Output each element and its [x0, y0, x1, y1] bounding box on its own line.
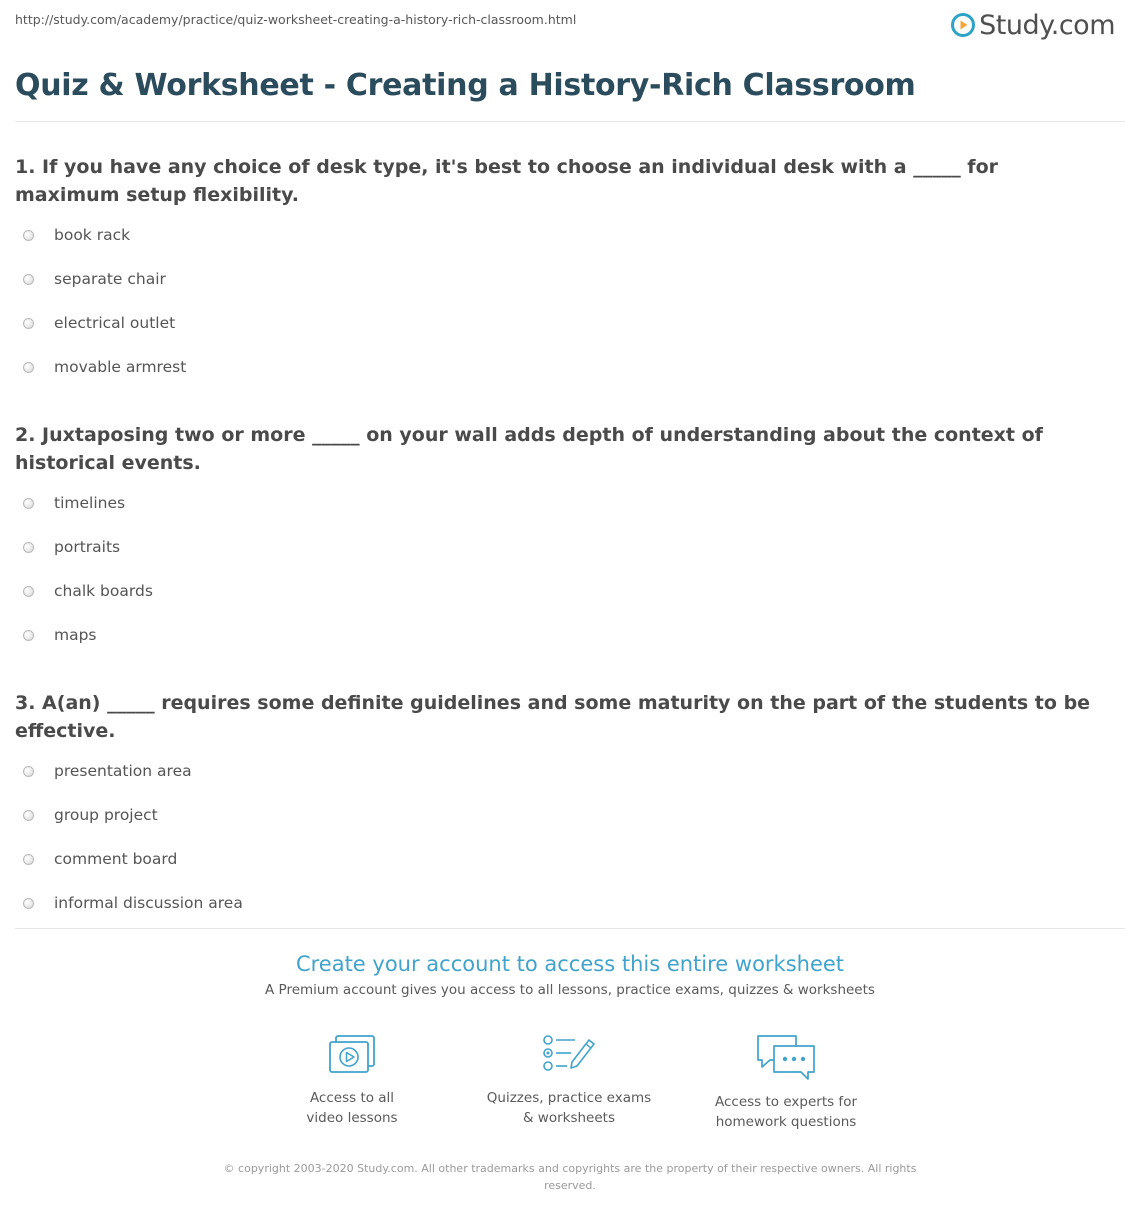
feature-video-lessons — [252, 1032, 452, 1128]
radio-button[interactable] — [23, 318, 34, 329]
feature-label: Access to experts for homework questions — [714, 1094, 857, 1130]
answer-option[interactable] — [15, 345, 1105, 389]
option-label: separate chair — [54, 270, 166, 288]
option-label: group project — [54, 806, 158, 824]
radio-button[interactable] — [23, 898, 34, 909]
radio-button[interactable] — [23, 542, 34, 553]
feature-label: Access to all video lessons — [306, 1090, 398, 1126]
radio-button[interactable] — [23, 274, 34, 285]
answer-option[interactable] — [15, 569, 1105, 613]
title-divider — [15, 121, 1125, 122]
answer-options — [15, 481, 1105, 657]
option-label: portraits — [54, 538, 121, 556]
answer-option[interactable] — [15, 837, 1105, 881]
answer-option[interactable] — [15, 525, 1105, 569]
option-label: movable armrest — [54, 358, 187, 376]
option-label: presentation area — [54, 762, 192, 780]
feature-quizzes — [469, 1032, 669, 1128]
cta-title-link[interactable]: Create your account to access this entire worksheet — [295, 952, 845, 976]
answer-option[interactable] — [15, 793, 1105, 837]
copyright-footer: © copyright 2003-2020 Study.com. All other trademarks and copyrights are the property of their respective owners. All rights reserved. — [223, 1162, 917, 1192]
radio-button[interactable] — [23, 230, 34, 241]
quiz-checklist-icon — [541, 1032, 597, 1078]
radio-button[interactable] — [23, 766, 34, 777]
answer-option[interactable] — [15, 301, 1105, 345]
answer-options — [15, 213, 1105, 389]
radio-button[interactable] — [23, 586, 34, 597]
question-text: 3. A(an) _____ requires some definite guidelines and some maturity on the part of the students to be effective. — [15, 692, 1091, 742]
play-circle-logo-icon — [951, 13, 975, 37]
radio-button[interactable] — [23, 362, 34, 373]
option-label: comment board — [54, 850, 178, 868]
study-logo[interactable] — [951, 8, 1115, 42]
option-label: electrical outlet — [54, 314, 176, 332]
option-label: maps — [54, 626, 97, 644]
answer-options — [15, 749, 1105, 925]
answer-option[interactable] — [15, 613, 1105, 657]
option-label: informal discussion area — [54, 894, 243, 912]
question-text: 2. Juxtaposing two or more _____ on your wall adds depth of understanding about the context of historical events. — [15, 424, 1043, 474]
radio-button[interactable] — [23, 810, 34, 821]
cta-subtitle: A Premium account gives you access to all lessons, practice exams, quizzes & worksheets — [265, 982, 875, 998]
logo-text: Study.com — [979, 9, 1115, 41]
answer-option[interactable] — [15, 749, 1105, 793]
radio-button[interactable] — [23, 854, 34, 865]
answer-option[interactable] — [15, 213, 1105, 257]
question-1 — [15, 153, 1105, 389]
answer-option[interactable] — [15, 257, 1105, 301]
answer-option[interactable] — [15, 881, 1105, 925]
radio-button[interactable] — [23, 630, 34, 641]
question-3 — [15, 689, 1105, 925]
feature-label: Quizzes, practice exams & worksheets — [486, 1090, 652, 1126]
question-2 — [15, 421, 1105, 657]
page-title: Quiz & Worksheet - Creating a History-Rich Classroom — [15, 68, 916, 103]
option-label: chalk boards — [54, 582, 153, 600]
page-header — [15, 0, 1125, 50]
video-lessons-icon — [326, 1032, 378, 1078]
answer-option[interactable] — [15, 481, 1105, 525]
question-text: 1. If you have any choice of desk type, it's best to choose an individual desk with a _____ for maximum setup flexibility. — [15, 156, 998, 206]
option-label: timelines — [54, 494, 126, 512]
page-url: http://study.com/academy/practice/quiz-worksheet-creating-a-history-rich-classroom.html — [15, 12, 577, 27]
option-label: book rack — [54, 226, 131, 244]
chat-bubbles-icon — [754, 1032, 818, 1082]
feature-experts — [686, 1032, 886, 1132]
radio-button[interactable] — [23, 498, 34, 509]
cta-divider — [15, 928, 1125, 929]
